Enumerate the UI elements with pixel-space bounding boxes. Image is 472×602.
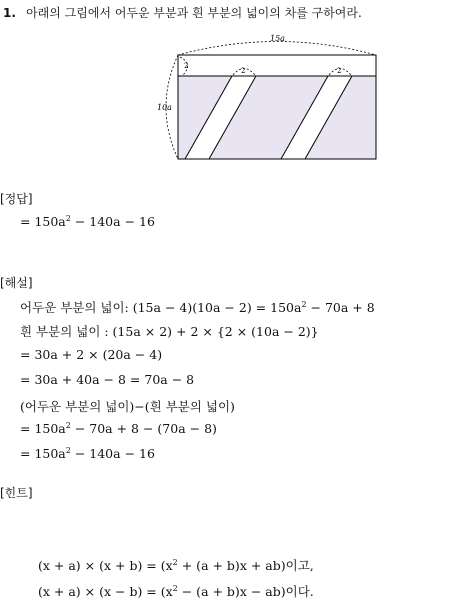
label-corner-2: 2 [184,62,189,70]
hint-heading: [힌트] [0,486,33,500]
explanation-line-3: = 30a + 2 × (20a − 4) [20,347,163,362]
question-line [3,4,362,21]
hint-line-2: $(x + a) \times (x - b) = (x^2 - (a + b)x - ab)$이다. [38,583,314,599]
question-text: 아래의 그림에서 어두운 부분과 흰 부분의 넓이의 차를 구하여라. [26,6,362,20]
label-stripe-2a: 2 [241,67,246,75]
explanation-line-1: 어두운 부분의 넓이: $(15a - 4)(10a - 2) = 150a^2 - 70a + 8$ [20,299,375,315]
explanation-line-7: = $150a^2 - 140a - 16$ [20,445,155,461]
explanation-line-2: 흰 부분의 넓이 : (15a × 2) + 2 × {2 × (10a − 2)} [20,324,319,339]
explanation-line-6: = $150a^2 - 70a + 8 - (70a - 8)$ [20,420,217,436]
label-10a: 10a [157,103,172,112]
answer-heading: [정답] [0,192,33,206]
question-number: 1. [3,6,16,20]
explanation-heading: [해설] [0,276,33,290]
rectangle-figure [150,30,390,165]
label-15a: 15a [270,34,285,43]
explanation-line-5: (어두운 부분의 넓이)−(흰 부분의 넓이) [20,399,235,414]
explanation-line-4: = 30a + 40a − 8 = 70a − 8 [20,372,195,387]
label-stripe-2b: 2 [337,67,342,75]
hint-line-1: $(x + a) \times (x + b) = (x^2 + (a + b)x + ab)$이고, [38,557,314,573]
answer-line: = $150a^2 - 140a - 16$ [20,213,155,229]
top-dimension-arc [178,42,376,56]
